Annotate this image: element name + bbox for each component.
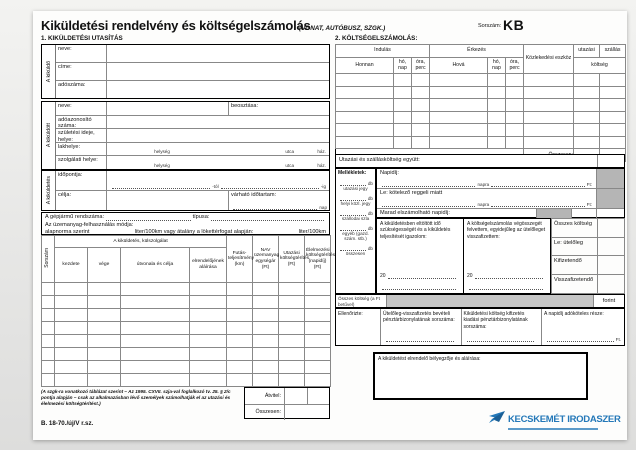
empty-cell	[253, 296, 279, 309]
footnote: (A szgk-ra vonatkozó táblázat szerint – Az 1995. CXVII. szja-val foglalkozó tv. 25. § 2/c pontja alapján – csak az alkalmazásban lévő személyek számolhatják el az utazási és élelmezési költségtérítést.)	[41, 389, 231, 407]
sum-row-label: Utazási és szállásköltség együtt:	[339, 157, 420, 163]
carry-cell	[284, 388, 307, 404]
empty-cell	[88, 361, 121, 374]
sum-row	[335, 154, 625, 168]
hint-day: nap	[319, 205, 327, 210]
certify-payment-box	[464, 218, 551, 294]
empty-cell	[88, 374, 121, 387]
table-row	[336, 111, 626, 124]
empty-cell	[190, 374, 227, 387]
sender-address-field	[107, 63, 329, 80]
empty-cell	[394, 111, 412, 124]
table-row	[336, 124, 626, 137]
table-row	[42, 309, 331, 322]
empty-cell	[506, 111, 524, 124]
empty-cell	[253, 374, 279, 387]
table-row	[42, 335, 331, 348]
carry-total-cell	[284, 405, 329, 420]
empty-cell	[430, 136, 488, 149]
empty-cell	[600, 124, 626, 137]
t1-km-header: Futás-teljesítmény (km)	[227, 236, 253, 283]
empty-cell	[305, 309, 331, 322]
empty-cell	[488, 74, 506, 87]
t1-group-header: A kiküldetés, külszolgálat	[55, 236, 227, 248]
t2-travel-header: utazási	[574, 45, 600, 58]
serial-value: KB	[503, 17, 525, 33]
vehicle-type-label: típusa:	[192, 214, 210, 221]
empty-cell	[305, 296, 331, 309]
mission-purpose-label: célja:	[56, 191, 107, 210]
napra-hint: napra	[477, 201, 490, 207]
t2-transport-header: Közlekedési eszköz	[524, 45, 574, 74]
employee-box	[41, 101, 330, 170]
mission-duration-cell	[228, 191, 329, 210]
empty-cell	[121, 322, 190, 335]
empty-cell	[279, 361, 305, 374]
table-row	[42, 348, 331, 361]
empty-cell	[412, 124, 430, 137]
empty-cell	[190, 348, 227, 361]
sum-refund-label: Visszafizetendő	[554, 276, 594, 283]
t1-route-header: útvonala és célja	[121, 248, 190, 283]
shaded-cell	[596, 169, 624, 188]
carry-box	[244, 387, 330, 419]
empty-cell	[574, 136, 600, 149]
checked-by-label: Ellenőrizte:	[336, 309, 381, 345]
sum-payable-cell	[597, 256, 624, 274]
empty-cell	[88, 335, 121, 348]
empty-cell	[279, 309, 305, 322]
emp-service-field	[107, 156, 329, 169]
sum-total-cell	[597, 219, 624, 237]
empty-cell	[253, 283, 279, 296]
empty-cell	[279, 348, 305, 361]
att-unit: db	[367, 196, 373, 202]
t1-rownum-header: Sorszám	[42, 236, 55, 283]
ft-hint: Ft:	[586, 201, 593, 207]
emp-birth-label: születési ideje, helye:	[56, 129, 107, 142]
empty-cell	[190, 322, 227, 335]
t1-end-header: vége	[88, 248, 121, 283]
table-row	[336, 99, 626, 112]
hint-place: helység	[154, 149, 170, 155]
page-title: Kiküldetési rendelvény és költségelszámolás	[41, 18, 311, 33]
empty-cell	[524, 99, 574, 112]
taxable-label: A napidíj adóköteles része:	[544, 311, 604, 317]
empty-cell	[121, 374, 190, 387]
t2-departure-header: Indulás	[336, 45, 430, 58]
empty-cell	[42, 296, 55, 309]
empty-cell	[524, 111, 574, 124]
empty-cell	[190, 309, 227, 322]
attachment-item	[338, 209, 373, 221]
ft-dot-hint: Ft.	[615, 337, 621, 342]
hint-house: ház.	[317, 162, 326, 168]
empty-cell	[253, 348, 279, 361]
empty-cell	[600, 86, 626, 99]
empty-cell	[121, 348, 190, 361]
mission-date-label: időpontja:	[56, 171, 107, 190]
empty-cell	[574, 86, 600, 99]
emp-name-field	[107, 102, 228, 115]
hint-house: ház.	[317, 149, 326, 155]
emp-position-label: beosztása:	[228, 102, 329, 115]
empty-cell	[279, 374, 305, 387]
receipt-in-label: Útelőleg-visszafizetés bevételi pénztárbizonylatának sorszáma:	[383, 311, 455, 324]
t1-travel-header: Utazási költségtérítés (Ft)	[279, 236, 305, 283]
empty-cell	[253, 322, 279, 335]
t1-nav-header: NAV üzemanyag egységár (Ft)	[253, 236, 279, 283]
empty-cell	[574, 124, 600, 137]
sum-refund-cell	[597, 275, 624, 294]
vehicle-plate-label: A gépjármű rendszáma:	[45, 214, 105, 221]
attachments-label: Mellékletek:	[338, 170, 367, 176]
checked-row	[335, 308, 625, 346]
sum-advance-label: Le: útelőleg	[554, 239, 583, 246]
table-row	[336, 86, 626, 99]
empty-cell	[524, 136, 574, 149]
empty-cell	[430, 86, 488, 99]
empty-cell	[190, 361, 227, 374]
empty-cell	[121, 283, 190, 296]
total-words-row	[335, 294, 625, 308]
empty-cell	[488, 124, 506, 137]
employee-side-label: A kiküldött	[42, 102, 56, 169]
empty-cell	[412, 99, 430, 112]
empty-cell	[279, 283, 305, 296]
empty-cell	[506, 99, 524, 112]
sender-box	[41, 44, 330, 99]
daily-allowance-label: Napidíj:	[380, 170, 399, 176]
emp-birth-field	[107, 129, 329, 142]
table-row	[42, 322, 331, 335]
empty-cell	[600, 74, 626, 87]
empty-cell	[336, 124, 394, 137]
att-unit: db	[367, 181, 373, 187]
empty-cell	[430, 124, 488, 137]
mission-date-field	[107, 171, 329, 190]
sum-total-label: Összes költség	[554, 221, 592, 227]
t2-hourmin-header: óra, perc	[506, 58, 524, 74]
year-prefix: 20	[467, 272, 473, 279]
napra-hint: napra	[477, 181, 490, 187]
t2-arrival-header: Érkezés	[430, 45, 524, 58]
year-prefix: 20	[380, 272, 386, 279]
shaded-cell	[596, 189, 624, 208]
empty-cell	[55, 361, 88, 374]
t2-lodging-header: szállás	[600, 45, 626, 58]
empty-cell	[42, 374, 55, 387]
empty-cell	[42, 361, 55, 374]
vendor-name: KECSKEMÉT IRODASZER	[508, 414, 621, 425]
att-item-label: szállodai szla	[341, 216, 370, 222]
empty-cell	[279, 322, 305, 335]
att-item-label: egyéb (gazd. szám. stb.)	[342, 231, 369, 242]
empty-cell	[305, 361, 331, 374]
empty-cell	[55, 374, 88, 387]
t1-meal-header: Élelmezési költségtérítés (napidíj) (Ft)	[305, 236, 331, 283]
attachment-item	[338, 194, 373, 206]
section1-heading: 1. KIKÜLDETÉSI UTASÍTÁS	[41, 35, 123, 42]
empty-cell	[227, 283, 253, 296]
ft-hint: Ft:	[586, 181, 593, 187]
att-unit: db	[367, 211, 373, 217]
empty-cell	[55, 348, 88, 361]
emp-home-field	[107, 143, 329, 156]
empty-cell	[336, 136, 394, 149]
stamp-label: A kiküldetést elrendelő bélyegzője és aláírása:	[378, 356, 481, 362]
empty-cell	[279, 335, 305, 348]
serial-label: Sorszám:	[478, 23, 502, 29]
t1-sign-header: elrendelőjének aláírása	[190, 248, 227, 283]
empty-cell	[412, 86, 430, 99]
table-row	[42, 283, 331, 296]
emp-service-label: szolgálati helye:	[56, 156, 107, 169]
empty-cell	[394, 86, 412, 99]
receipt-out-cell	[462, 309, 543, 345]
empty-cell	[336, 86, 394, 99]
empty-cell	[394, 99, 412, 112]
t2-hourmin-header: óra, perc	[412, 58, 430, 74]
empty-cell	[430, 111, 488, 124]
empty-cell	[253, 361, 279, 374]
hint-to: -ig	[320, 184, 326, 189]
forint-label: forint	[602, 298, 616, 304]
table-row	[336, 136, 626, 149]
empty-cell	[121, 296, 190, 309]
emp-home-label: lakhelye:	[56, 143, 107, 156]
empty-cell	[600, 136, 626, 149]
sender-side-label: A kiküldő	[42, 45, 56, 98]
empty-cell	[524, 74, 574, 87]
taxable-cell	[542, 309, 624, 345]
att-item-label: helyi közl. jegy	[340, 201, 371, 207]
empty-cell	[336, 74, 394, 87]
empty-cell	[88, 283, 121, 296]
daily-allowance-block	[376, 168, 625, 218]
summary-column	[551, 218, 625, 294]
empty-cell	[488, 99, 506, 112]
mission-box	[41, 170, 330, 211]
empty-cell	[42, 309, 55, 322]
remaining-label: Marad elszámolható napidíj:	[380, 210, 450, 216]
empty-cell	[305, 283, 331, 296]
empty-cell	[488, 136, 506, 149]
attachment-item	[338, 244, 373, 256]
carry-total-label: Összesen:	[255, 409, 281, 415]
stamp-box	[373, 352, 588, 400]
table-row	[42, 374, 331, 387]
attachments-box	[335, 168, 376, 294]
empty-cell	[55, 283, 88, 296]
empty-cell	[121, 335, 190, 348]
empty-cell	[488, 111, 506, 124]
carry-cell	[307, 388, 330, 404]
attachment-item	[338, 224, 373, 241]
empty-cell	[227, 348, 253, 361]
paper-plane-icon	[488, 410, 506, 429]
empty-cell	[227, 374, 253, 387]
empty-cell	[88, 348, 121, 361]
empty-cell	[190, 296, 227, 309]
empty-cell	[227, 361, 253, 374]
empty-cell	[412, 74, 430, 87]
empty-cell	[227, 322, 253, 335]
t2-monthday-header: hó, nap	[488, 58, 506, 74]
empty-cell	[121, 309, 190, 322]
certify-payment-text: A költségelszámolás végösszegét felvettem, egyidejűleg az útelőleget visszafizettem:	[467, 221, 546, 240]
table-row	[42, 296, 331, 309]
emp-name-label: neve:	[56, 102, 107, 115]
carry-label: Átvitel:	[264, 393, 281, 399]
t2-monthday-header: hó, nap	[394, 58, 412, 74]
empty-cell	[506, 74, 524, 87]
empty-cell	[524, 86, 574, 99]
mission-purpose-field	[107, 191, 228, 210]
empty-cell	[412, 111, 430, 124]
empty-cell	[394, 124, 412, 137]
empty-cell	[524, 124, 574, 137]
empty-cell	[430, 74, 488, 87]
empty-cell	[412, 136, 430, 149]
sender-taxno-label: adószáma:	[56, 81, 107, 98]
shaded-bar	[386, 295, 594, 307]
section2-heading: 2. KÖLTSÉGELSZÁMOLÁS:	[335, 35, 418, 42]
empty-cell	[488, 86, 506, 99]
empty-cell	[88, 296, 121, 309]
certify-time-text: A kiküldetésben eltöltött idő szükségességét és a kiküldetés teljesítését igazolom:	[380, 221, 451, 240]
empty-cell	[190, 335, 227, 348]
expense-table	[335, 44, 626, 162]
empty-cell	[336, 111, 394, 124]
sum-advance-cell	[597, 238, 624, 256]
fuel-norm-label: alapnorma szerint	[45, 229, 90, 235]
empty-cell	[55, 322, 88, 335]
empty-cell	[253, 335, 279, 348]
emp-taxid-label: adóazonosító száma:	[56, 116, 107, 129]
hint-place: helység	[154, 162, 170, 168]
table-row	[336, 74, 626, 87]
sum-row-cell	[597, 155, 624, 167]
empty-cell	[506, 86, 524, 99]
certify-time-box	[376, 218, 464, 294]
form-sheet	[33, 11, 627, 440]
empty-cell	[42, 322, 55, 335]
empty-cell	[305, 335, 331, 348]
empty-cell	[227, 309, 253, 322]
empty-cell	[574, 99, 600, 112]
signature-line	[382, 283, 456, 290]
total-words-label: Összes költség (a Ft betűvel)	[338, 296, 380, 307]
att-unit: db	[367, 226, 373, 232]
empty-cell	[253, 309, 279, 322]
vendor-tagline-bar	[508, 428, 598, 430]
empty-cell	[305, 348, 331, 361]
sender-name-label: neve:	[56, 45, 107, 62]
empty-cell	[394, 74, 412, 87]
att-item-label: utazási jegy	[343, 186, 368, 192]
hint-street: utca	[285, 162, 294, 168]
t2-to-header: Hová	[430, 58, 488, 74]
empty-cell	[574, 111, 600, 124]
fuel-mode-label: Az üzemanyag-felhasználás módja:	[45, 222, 134, 228]
sender-address-label: címe:	[56, 63, 107, 80]
fuel-unit2: liter/100km	[298, 229, 326, 235]
empty-cell	[55, 335, 88, 348]
empty-cell	[55, 309, 88, 322]
empty-cell	[574, 74, 600, 87]
empty-cell	[227, 296, 253, 309]
signature-line	[469, 283, 543, 290]
empty-cell	[600, 111, 626, 124]
att-unit: db	[367, 246, 373, 252]
empty-cell	[600, 99, 626, 112]
att-item-label: összesen	[345, 251, 366, 257]
fuel-alt-label: vagy átalány a lökettérfogat alapján:	[163, 229, 254, 235]
empty-cell	[506, 124, 524, 137]
vendor-logo	[488, 409, 621, 430]
table-row	[42, 361, 331, 374]
fuel-unit1: liter/100km	[134, 229, 163, 235]
empty-cell	[190, 283, 227, 296]
sender-name-field	[107, 45, 329, 62]
empty-cell	[42, 348, 55, 361]
empty-cell	[42, 283, 55, 296]
mission-table	[41, 235, 336, 387]
empty-cell	[88, 322, 121, 335]
empty-cell	[55, 296, 88, 309]
mission-side-label: A kiküldetés	[42, 171, 56, 210]
vehicle-note: (VONAT, AUTÓBUSZ, SZGK.)	[299, 25, 386, 32]
less-breakfast-label: Le: kötelező reggeli miatt	[380, 190, 443, 196]
sender-taxno-field	[107, 81, 329, 98]
empty-cell	[279, 296, 305, 309]
empty-cell	[121, 361, 190, 374]
receipt-in-cell	[381, 309, 462, 345]
form-code: B. 18-70./új/V r.sz.	[41, 420, 94, 427]
empty-cell	[336, 99, 394, 112]
t1-start-header: kezdete	[55, 248, 88, 283]
empty-cell	[430, 99, 488, 112]
hint-street: utca	[285, 149, 294, 155]
vehicle-box	[41, 212, 330, 235]
empty-cell	[88, 309, 121, 322]
mission-duration-label: várható időtartam:	[231, 192, 277, 198]
empty-cell	[305, 374, 331, 387]
empty-cell	[394, 136, 412, 149]
receipt-out-label: Kiküldetési költség kifizetés kiadási pénztárbizonylatának sorszáma:	[463, 311, 528, 330]
hint-from: -tól	[212, 184, 219, 189]
attachment-item	[338, 179, 373, 191]
t2-cost-header: költség	[574, 58, 626, 74]
empty-cell	[42, 335, 55, 348]
empty-cell	[305, 322, 331, 335]
empty-cell	[506, 136, 524, 149]
empty-cell	[227, 335, 253, 348]
t2-from-header: Honnan	[336, 58, 394, 74]
sum-payable-label: Kifizetendő	[554, 258, 582, 264]
emp-taxid-field	[107, 116, 329, 129]
